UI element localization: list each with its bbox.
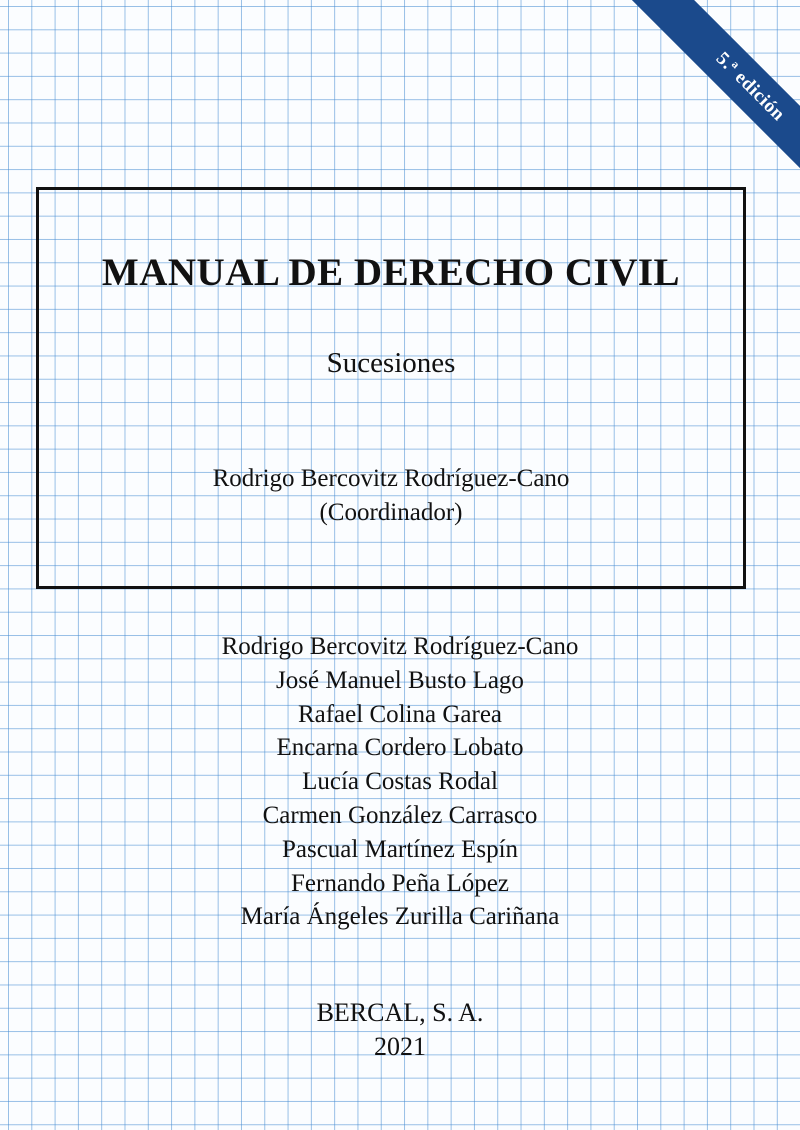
edition-badge-text: 5.ª edición xyxy=(711,48,789,126)
author-name: José Manuel Busto Lago xyxy=(276,666,524,694)
author-name: Encarna Cordero Lobato xyxy=(276,734,524,762)
author-list xyxy=(0,630,800,934)
author-name: Rodrigo Bercovitz Rodríguez-Cano xyxy=(221,633,579,660)
book-subtitle: Sucesiones xyxy=(326,347,456,379)
author-name: Carmen González Carrasco xyxy=(262,801,538,829)
book-title: MANUAL DE DERECHO CIVIL xyxy=(101,251,681,294)
publication-year: 2021 xyxy=(374,1032,426,1061)
coordinator-name: Rodrigo Bercovitz Rodríguez-Cano xyxy=(212,465,570,492)
title-box xyxy=(36,187,746,589)
author-name: Rafael Colina Garea xyxy=(297,700,503,728)
author-name: Fernando Peña López xyxy=(291,869,509,897)
author-name: Lucía Costas Rodal xyxy=(302,768,498,796)
edition-badge xyxy=(628,0,800,209)
author-name: Pascual Martínez Espín xyxy=(281,835,519,863)
coordinator-role: (Coordinador) xyxy=(319,499,463,526)
author-name: María Ángeles Zurilla Cariñana xyxy=(240,903,560,931)
publisher-name: BERCAL, S. A. xyxy=(316,998,484,1027)
